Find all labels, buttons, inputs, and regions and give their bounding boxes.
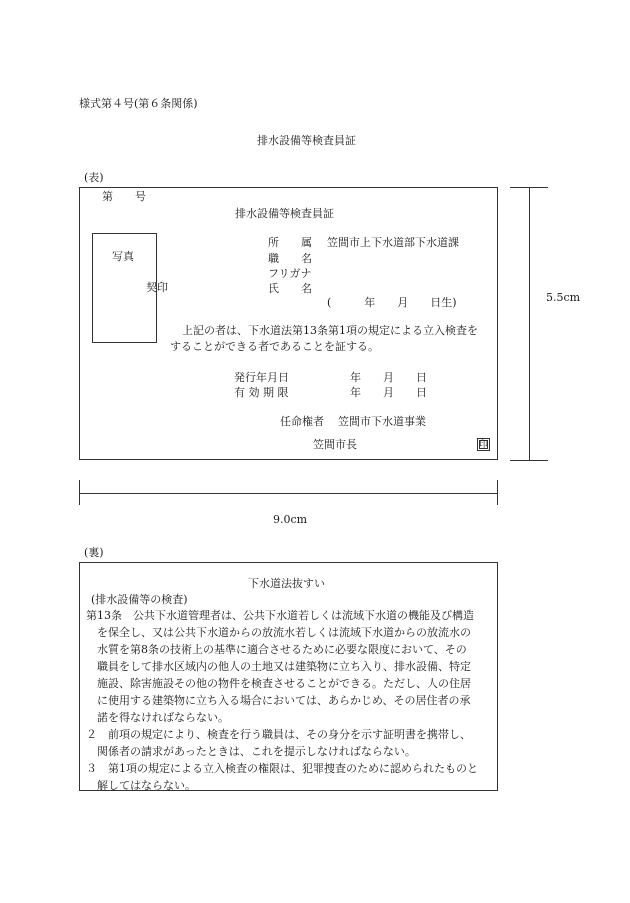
- photo-label: 写真: [112, 250, 134, 263]
- law-line: 解してはならない。: [86, 779, 196, 792]
- law-line: 職員をして排水区域内の他人の土地又は建築物に立ち入り、排水設備、特定: [86, 660, 471, 673]
- law-line: を保全し、又は公共下水道からの放流水若しくは流域下水道からの放流水の: [86, 626, 471, 639]
- field-label-name: 氏 名: [268, 282, 312, 295]
- document-title: 排水設備等検査員証: [257, 134, 356, 147]
- appointer-label: 任命権者: [280, 415, 324, 428]
- form-number: 様式第４号(第６条関係): [79, 97, 198, 110]
- law-line: ３ 第1項の規定による立入検査の権限は、犯罪捜査のために認められたものと: [86, 762, 478, 775]
- validity-value: 年 月 日: [350, 386, 427, 399]
- birth-date-line: ( 年 月 日生): [327, 296, 457, 309]
- appointer-value: 笠間市下水道事業: [338, 415, 426, 428]
- issue-date-label: 発行年月日: [234, 371, 289, 384]
- law-line: 施設、除害施設その他の物件を検査させることができる。ただし、人の住居: [86, 677, 471, 690]
- validity-label: 有 効 期 限: [234, 386, 289, 399]
- width-dim-line: [79, 493, 498, 494]
- law-line: 諾を得なければならない。: [86, 711, 229, 724]
- law-line: 第13条 公共下水道管理者は、公共下水道若しくは流域下水道の機能及び構造: [86, 609, 474, 622]
- seal-label: 契印: [146, 281, 168, 294]
- field-label-furigana: フリガナ: [268, 267, 312, 280]
- field-label-job-title: 職 名: [268, 252, 312, 265]
- field-value-affiliation: 笠間市上下水道部下水道課: [327, 236, 459, 249]
- seal-stamp: [477, 438, 490, 451]
- mayor-title: 笠間市長: [313, 438, 357, 451]
- seal-stamp-text: 印: [478, 440, 488, 450]
- card-number-line: 第 号: [102, 190, 146, 203]
- height-dim-line: [529, 187, 530, 461]
- card-title: 排水設備等検査員証: [235, 207, 334, 220]
- law-line: 水質を第8条の技術上の基準に適合させるために必要な限度において、その: [86, 643, 467, 656]
- law-line: に使用する建築物に立ち入る場合においては、あらかじめ、その居住者の承: [86, 694, 471, 707]
- back-subheading: (排水設備等の検査): [91, 593, 188, 606]
- front-side-label: (表): [84, 171, 104, 184]
- statement-line-2: することができる者であることを証する。: [170, 340, 379, 353]
- law-line: ２ 前項の規定により、検査を行う職員は、その身分を示す証明書を携帯し、: [86, 728, 471, 741]
- law-line: 関係者の請求があったときは、これを提示しなければならない。: [86, 745, 416, 758]
- issue-date-value: 年 月 日: [350, 371, 427, 384]
- back-heading: 下水道法抜すい: [248, 577, 325, 590]
- field-label-affiliation: 所 属: [268, 236, 312, 249]
- back-side-label: (裏): [84, 546, 104, 559]
- height-dim-label: 5.5cm: [546, 291, 581, 304]
- statement-line-1: 上記の者は、下水道法第13条第1項の規定による立入検査を: [182, 324, 478, 337]
- width-dim-label: 9.0cm: [273, 513, 308, 526]
